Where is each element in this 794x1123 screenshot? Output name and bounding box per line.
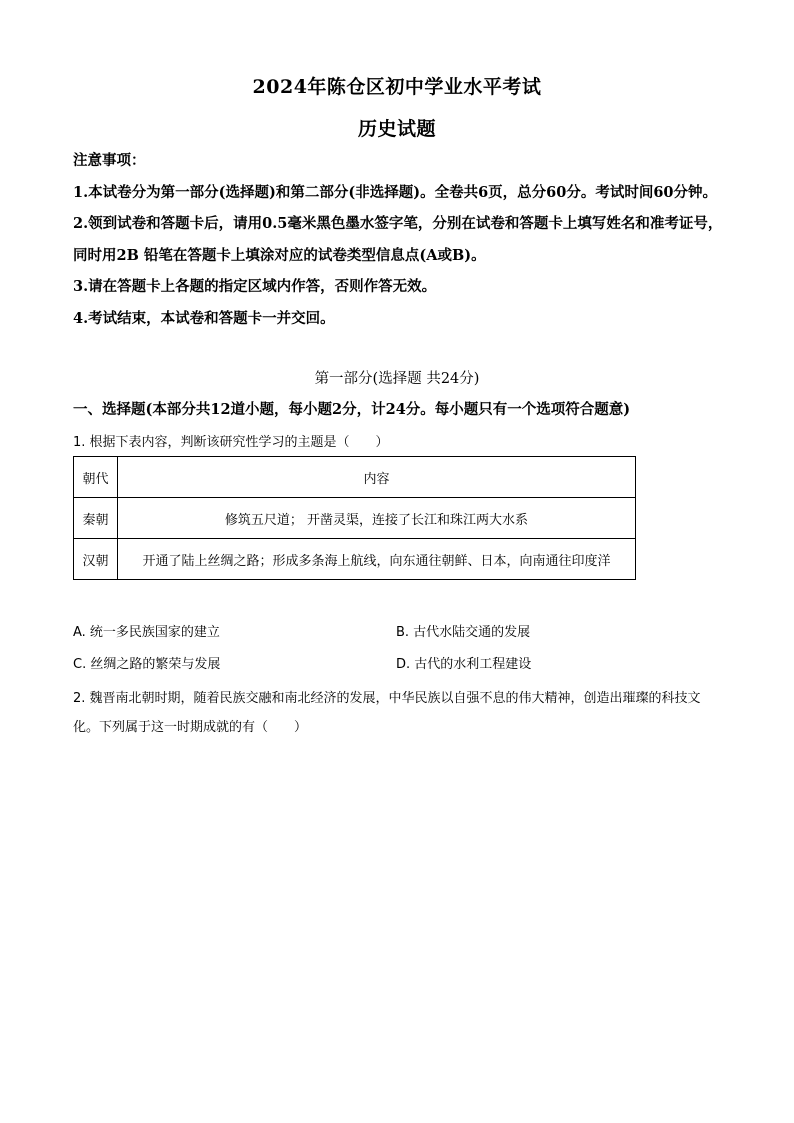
- option-d: D. 古代的水利工程建设: [396, 657, 532, 672]
- question1-stem: 1. 根据下表内容，判断该研究性学习的主题是（ ）: [73, 435, 389, 450]
- notice-item-1: 1.本试卷分为第一部分(选择题)和第二部分(非选择题)。全卷共6页，总分60分。考试时间60分钟。: [73, 183, 718, 201]
- question2-stem: 2. 魏晋南北朝时期，随着民族交融和南北经济的发展，中华民族以自强不息的伟大精神，创造出璀璨的科技文化。下列属于这一时期成就的有（ ）: [73, 691, 701, 735]
- section-title: 一、选择题(本部分共12道小题，每小题2分，计24分。每小题只有一个选项符合题意): [73, 401, 631, 418]
- table-cell: 开通了陆上丝绸之路；形成多条海上航线，向东通往朝鲜、日本，向南通往印度洋: [118, 539, 636, 580]
- exam-subtitle: 历史试题: [357, 118, 436, 140]
- notice-heading: 注意事项：: [73, 152, 146, 169]
- exam-title: 2024年陈仓区初中学业水平考试: [252, 76, 542, 98]
- table-header-row: [74, 457, 636, 498]
- notice-item-2: 2.领到试卷和答题卡后，请用0.5毫米黑色墨水签字笔，分别在试卷和答题卡上填写姓名和准考证号，同时用2B 铅笔在答题卡上填涂对应的试卷类型信息点(A或B)。: [73, 215, 723, 264]
- table-cell: 汉朝: [74, 539, 118, 580]
- notice-item-4: 4.考试结束，本试卷和答题卡一并交回。: [73, 309, 335, 327]
- notice-item-3: 3.请在答题卡上各题的指定区域内作答，否则作答无效。: [73, 278, 437, 295]
- option-c: C. 丝绸之路的繁荣与发展: [73, 657, 221, 672]
- part1-title: 第一部分(选择题 共24分): [314, 371, 480, 387]
- table-row: [74, 539, 636, 580]
- table-header-cell: 内容: [118, 457, 636, 498]
- question1-table: [73, 456, 636, 580]
- option-b: B. 古代水陆交通的发展: [396, 625, 531, 640]
- option-a: A. 统一多民族国家的建立: [73, 625, 220, 640]
- notice-block: [73, 145, 723, 334]
- table-row: [74, 498, 636, 539]
- table-header-cell: 朝代: [74, 457, 118, 498]
- table-cell: 修筑五尺道； 开凿灵渠，连接了长江和珠江两大水系: [118, 498, 636, 539]
- table-cell: 秦朝: [74, 498, 118, 539]
